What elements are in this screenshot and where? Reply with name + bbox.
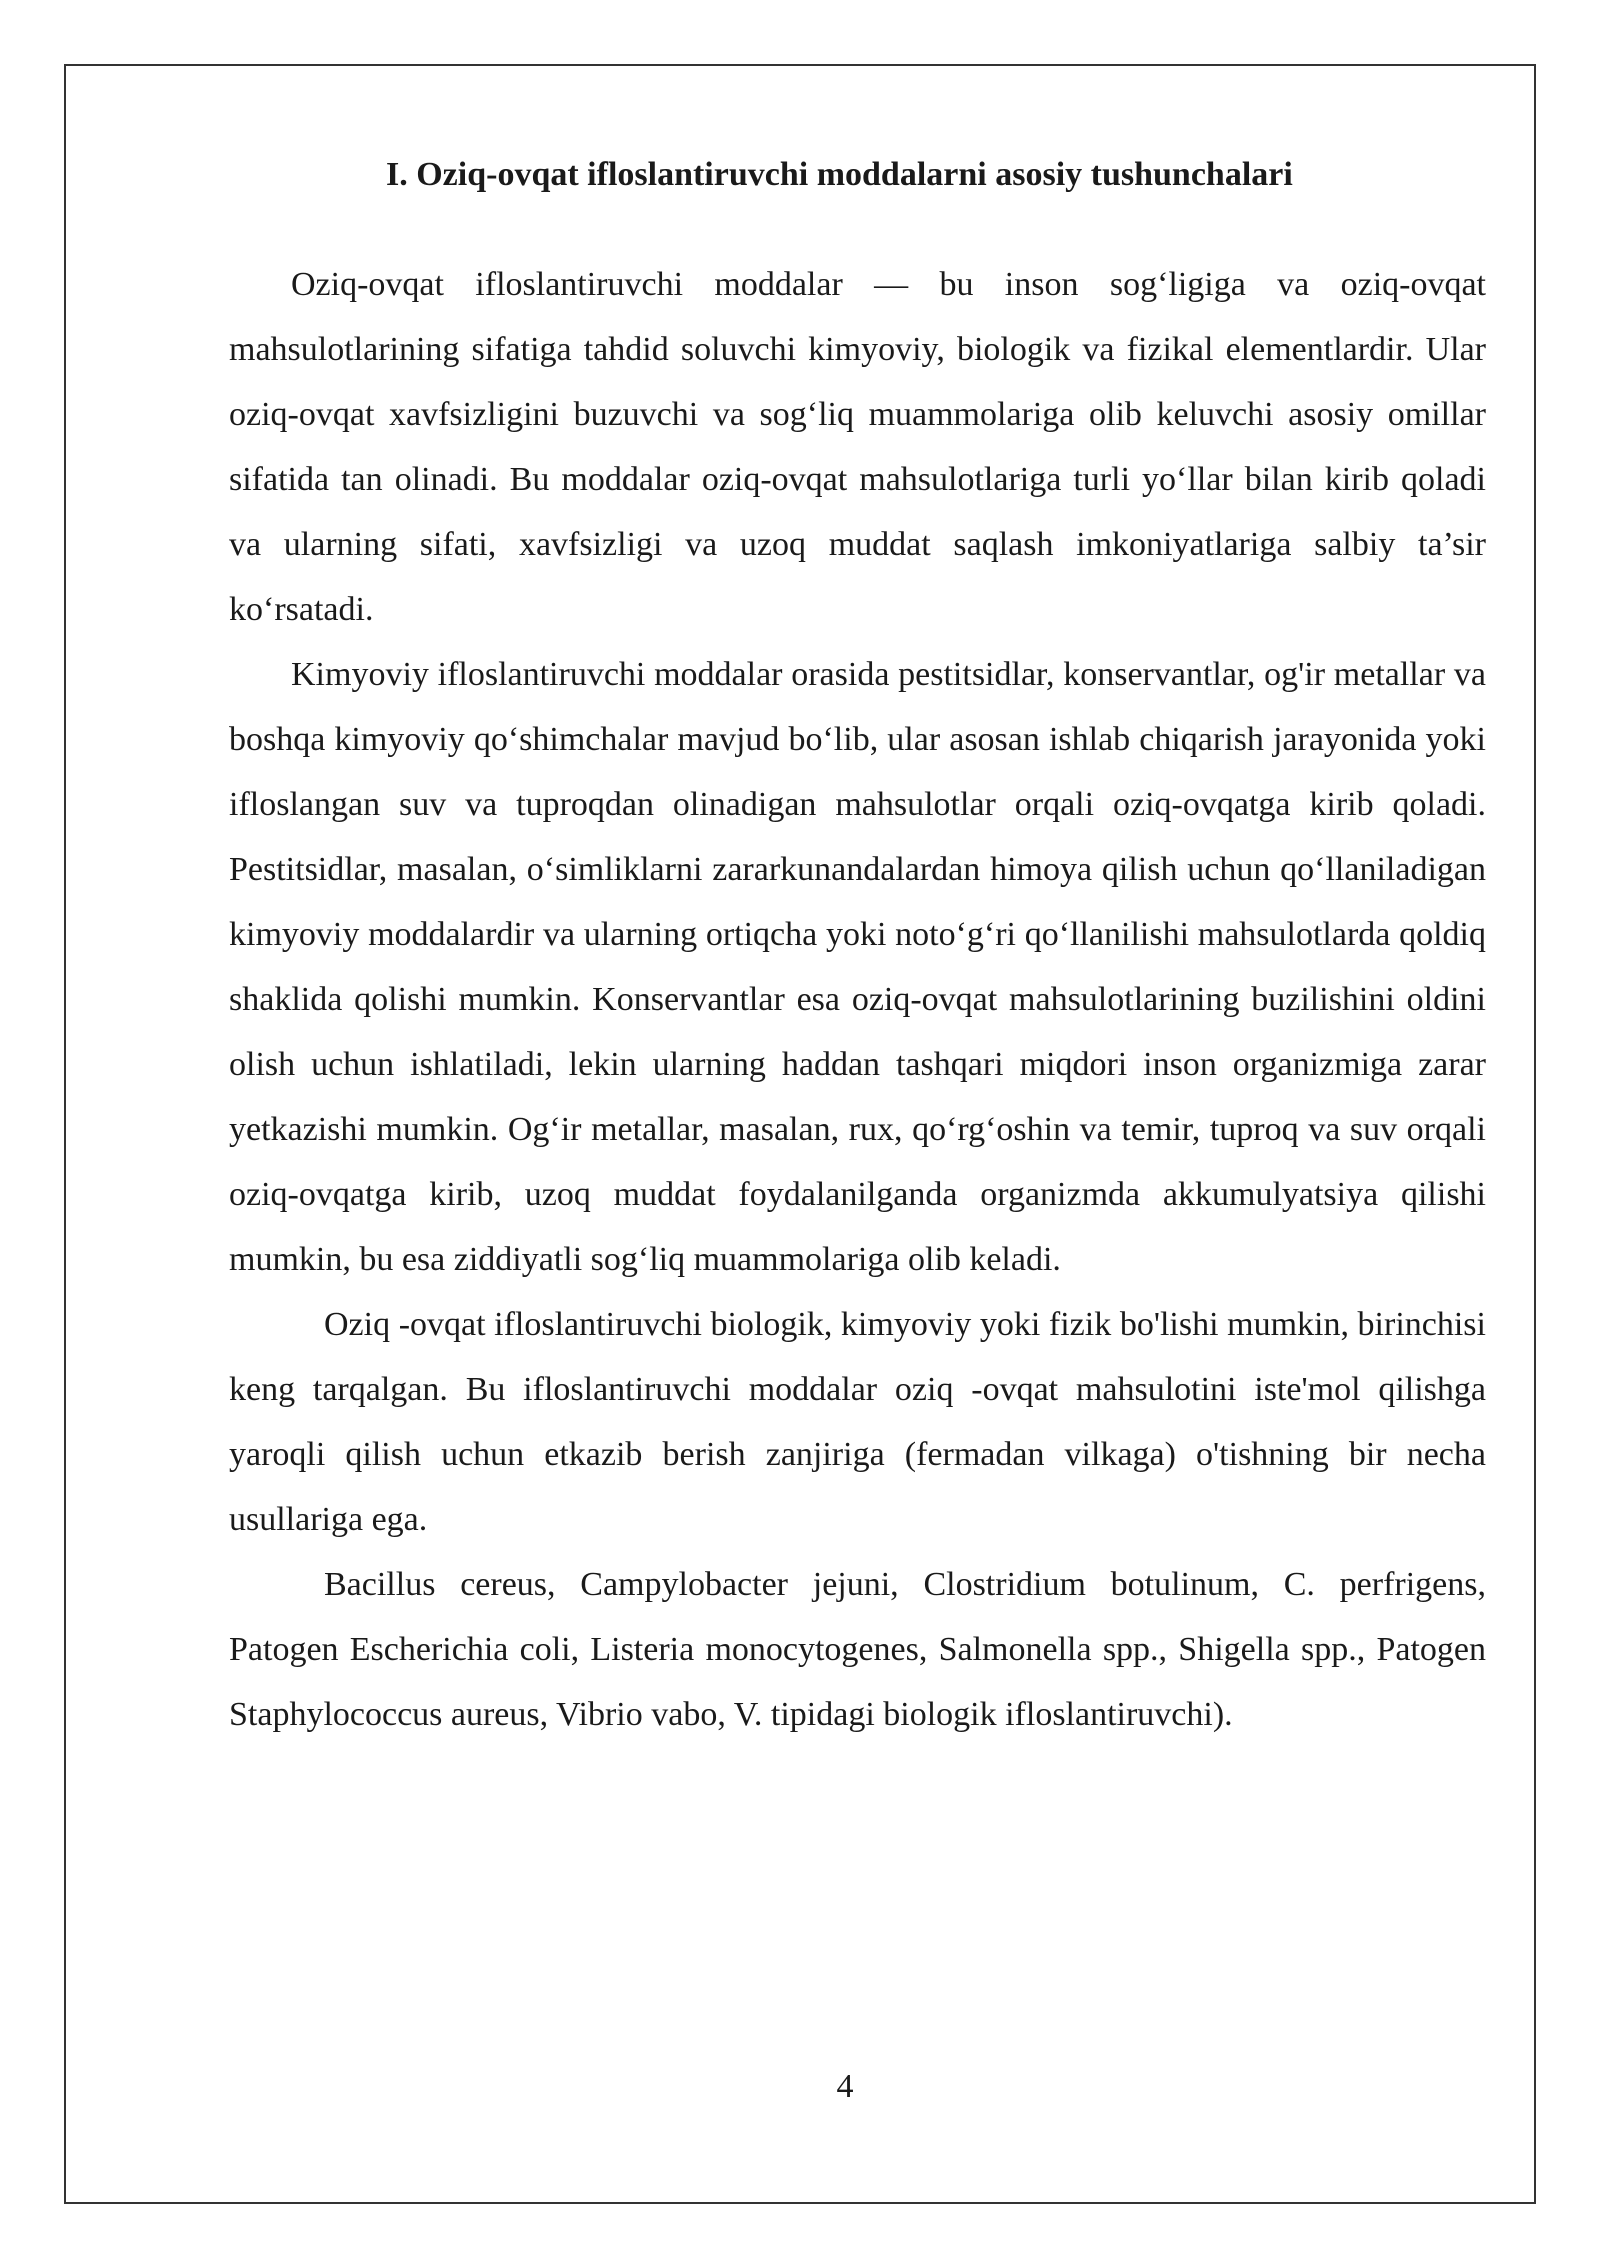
document-body <box>229 150 1486 1747</box>
paragraph-chemical-contaminants: Kimyoviy ifloslantiruvchi moddalar orasida pestitsidlar, konservantlar, og'ir metallar va boshqa kimyoviy qo‘shimchalar mavjud bo‘lib, ular asosan ishlab chiqarish jarayonida yoki ifloslangan suv va tuproqdan olinadigan mahsulotlar orqali oziq-ovqatga kirib qoladi. Pestitsidlar, masalan, o‘simliklarni zararkunandalardan himoya qilish uchun qo‘llaniladigan kimyoviy moddalardir va ularning ortiqcha yoki noto‘g‘ri qo‘llanilishi mahsulotlarda qoldiq shaklida qolishi mumkin. Konservantlar esa oziq-ovqat mahsulotlarining buzilishini oldini olish uchun ishlatiladi, lekin ularning haddan tashqari miqdori inson organizmiga zarar yetkazishi mumkin. Og‘ir metallar, masalan, rux, qo‘rg‘oshin va temir, tuproq va suv orqali oziq-ovqatga kirib, uzoq muddat foydalanilganda organizmda akkumulyatsiya qilishi mumkin, bu esa ziddiyatli sog‘liq muammolariga olib keladi. <box>229 656 1486 1278</box>
paragraph-contaminant-types: Oziq -ovqat ifloslantiruvchi biologik, kimyoviy yoki fizik bo'lishi mumkin, birinchisi keng tarqalgan. Bu ifloslantiruvchi moddalar oziq -ovqat mahsulotini iste'mol qilishga yaroqli qilish uchun etkazib berish zanjiriga (fermadan vilkaga) o'tishning bir necha usullariga ega. <box>229 1306 1486 1538</box>
section-heading: I. Oziq-ovqat ifloslantiruvchi moddalarni asosiy tushunchalari <box>386 156 1293 193</box>
paragraph-biological-contaminants: Bacillus cereus, Campylobacter jejuni, Clostridium botulinum, C. perfrigens, Patogen Escherichia coli, Listeria monocytogenes, Salmonella spp., Shigella spp., Patogen Staphylococcus aureus, Vibrio vabo, V. tipidagi biologik ifloslantiruvchi). <box>229 1566 1486 1733</box>
page-number: 4 <box>836 2068 854 2105</box>
paragraph-definition: Oziq-ovqat ifloslantiruvchi moddalar — bu inson sog‘ligiga va oziq-ovqat mahsulotlarining sifatiga tahdid soluvchi kimyoviy, biologik va fizikal elementlardir. Ular oziq-ovqat xavfsizligini buzuvchi va sog‘liq muammolariga olib keluvchi asosiy omillar sifatida tan olinadi. Bu moddalar oziq-ovqat mahsulotlariga turli yo‘llar bilan kirib qoladi va ularning sifati, xavfsizligi va uzoq muddat saqlash imkoniyatlariga salbiy ta’sir ko‘rsatadi. <box>229 266 1486 628</box>
